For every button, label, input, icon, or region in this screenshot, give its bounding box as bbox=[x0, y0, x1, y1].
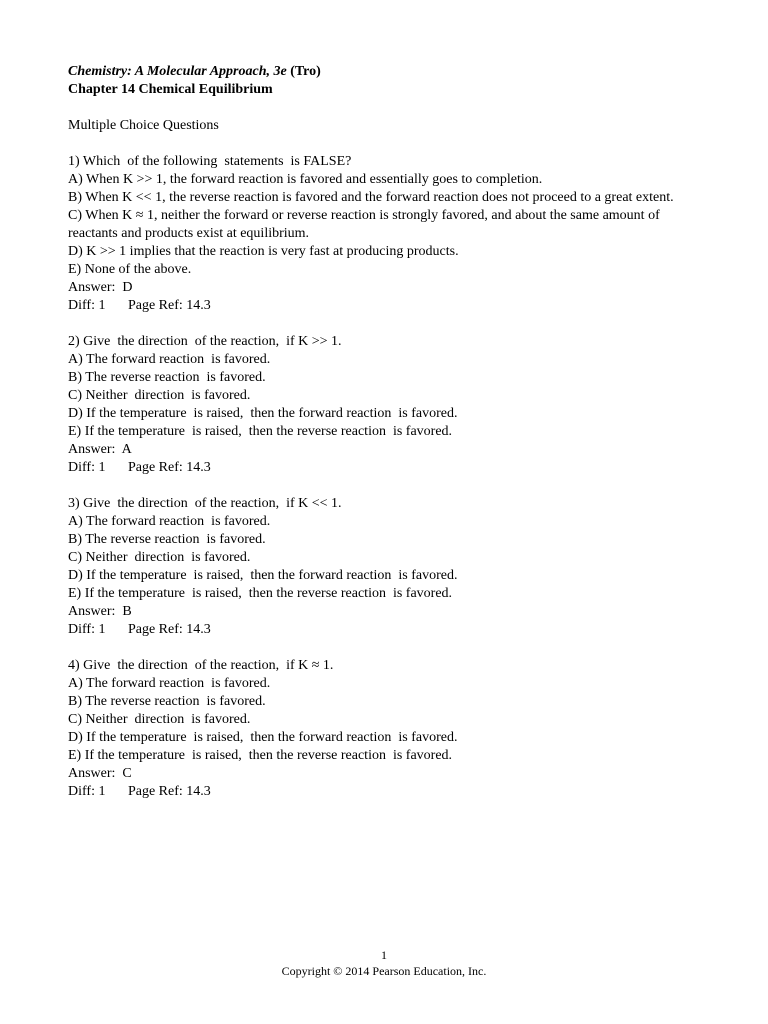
diff-value: 1 bbox=[98, 784, 106, 799]
page-footer bbox=[0, 947, 768, 979]
answer: Answer: C bbox=[68, 766, 132, 781]
option-d: D) K >> 1 implies that the reaction is very fast at producing products. bbox=[68, 244, 459, 259]
question-stem: 2) Give the direction of the reaction, if K >> 1. bbox=[68, 334, 342, 349]
option-b: B) The reverse reaction is favored. bbox=[68, 694, 266, 709]
diff-label: Diff: bbox=[68, 460, 95, 475]
book-title-line bbox=[68, 63, 708, 81]
option-a: A) The forward reaction is favored. bbox=[68, 676, 271, 691]
option-b: B) The reverse reaction is favored. bbox=[68, 370, 266, 385]
diff-value: 1 bbox=[98, 298, 106, 313]
diff-value: 1 bbox=[98, 460, 106, 475]
option-e: E) If the temperature is raised, then the reverse reaction is favored. bbox=[68, 424, 453, 439]
option-a: A) The forward reaction is favored. bbox=[68, 352, 271, 367]
diff-label: Diff: bbox=[68, 622, 95, 637]
question-4 bbox=[68, 657, 708, 801]
answer: Answer: D bbox=[68, 280, 133, 295]
diff-label: Diff: bbox=[68, 298, 95, 313]
question-1 bbox=[68, 153, 708, 315]
option-e: E) If the temperature is raised, then the reverse reaction is favored. bbox=[68, 586, 453, 601]
option-e: E) If the temperature is raised, then the reverse reaction is favored. bbox=[68, 748, 453, 763]
option-d: D) If the temperature is raised, then the forward reaction is favored. bbox=[68, 568, 458, 583]
book-title: Chemistry: A Molecular Approach, 3e bbox=[68, 64, 287, 79]
question-stem: 3) Give the direction of the reaction, if K << 1. bbox=[68, 496, 342, 511]
option-d: D) If the temperature is raised, then the forward reaction is favored. bbox=[68, 730, 458, 745]
question-3 bbox=[68, 495, 708, 639]
difficulty-row bbox=[68, 783, 708, 801]
question-stem: 4) Give the direction of the reaction, if K ≈ 1. bbox=[68, 658, 334, 673]
diff-value: 1 bbox=[98, 622, 106, 637]
difficulty-row bbox=[68, 459, 708, 477]
diff-label: Diff: bbox=[68, 784, 95, 799]
option-b: B) The reverse reaction is favored. bbox=[68, 532, 266, 547]
answer: Answer: A bbox=[68, 442, 132, 457]
copyright-notice: Copyright © 2014 Pearson Education, Inc. bbox=[281, 964, 487, 978]
question-2 bbox=[68, 333, 708, 477]
option-a: A) When K >> 1, the forward reaction is favored and essentially goes to completion. bbox=[68, 172, 543, 187]
chapter-title: Chapter 14 Chemical Equilibrium bbox=[68, 82, 273, 97]
option-d: D) If the temperature is raised, then the forward reaction is favored. bbox=[68, 406, 458, 421]
difficulty-row bbox=[68, 297, 708, 315]
option-a: A) The forward reaction is favored. bbox=[68, 514, 271, 529]
answer: Answer: B bbox=[68, 604, 132, 619]
question-stem: 1) Which of the following statements is FALSE? bbox=[68, 154, 352, 169]
option-c: C) Neither direction is favored. bbox=[68, 388, 251, 403]
page-number: 1 bbox=[381, 948, 387, 962]
option-c: C) Neither direction is favored. bbox=[68, 712, 251, 727]
difficulty-row bbox=[68, 621, 708, 639]
option-c: C) Neither direction is favored. bbox=[68, 550, 251, 565]
document-page bbox=[68, 63, 708, 801]
book-author: (Tro) bbox=[286, 64, 321, 79]
option-e: E) None of the above. bbox=[68, 262, 192, 277]
page-ref: Page Ref: 14.3 bbox=[127, 784, 211, 799]
section-heading: Multiple Choice Questions bbox=[68, 118, 219, 133]
page-ref: Page Ref: 14.3 bbox=[127, 622, 211, 637]
option-b: B) When K << 1, the reverse reaction is favored and the forward reaction does not proceed to a great extent. bbox=[68, 190, 674, 205]
option-c: C) When K ≈ 1, neither the forward or reverse reaction is strongly favored, and about the same amount of reactants and products exist at equilibrium. bbox=[68, 208, 664, 241]
page-ref: Page Ref: 14.3 bbox=[127, 460, 211, 475]
page-ref: Page Ref: 14.3 bbox=[127, 298, 211, 313]
document-header bbox=[68, 63, 708, 99]
